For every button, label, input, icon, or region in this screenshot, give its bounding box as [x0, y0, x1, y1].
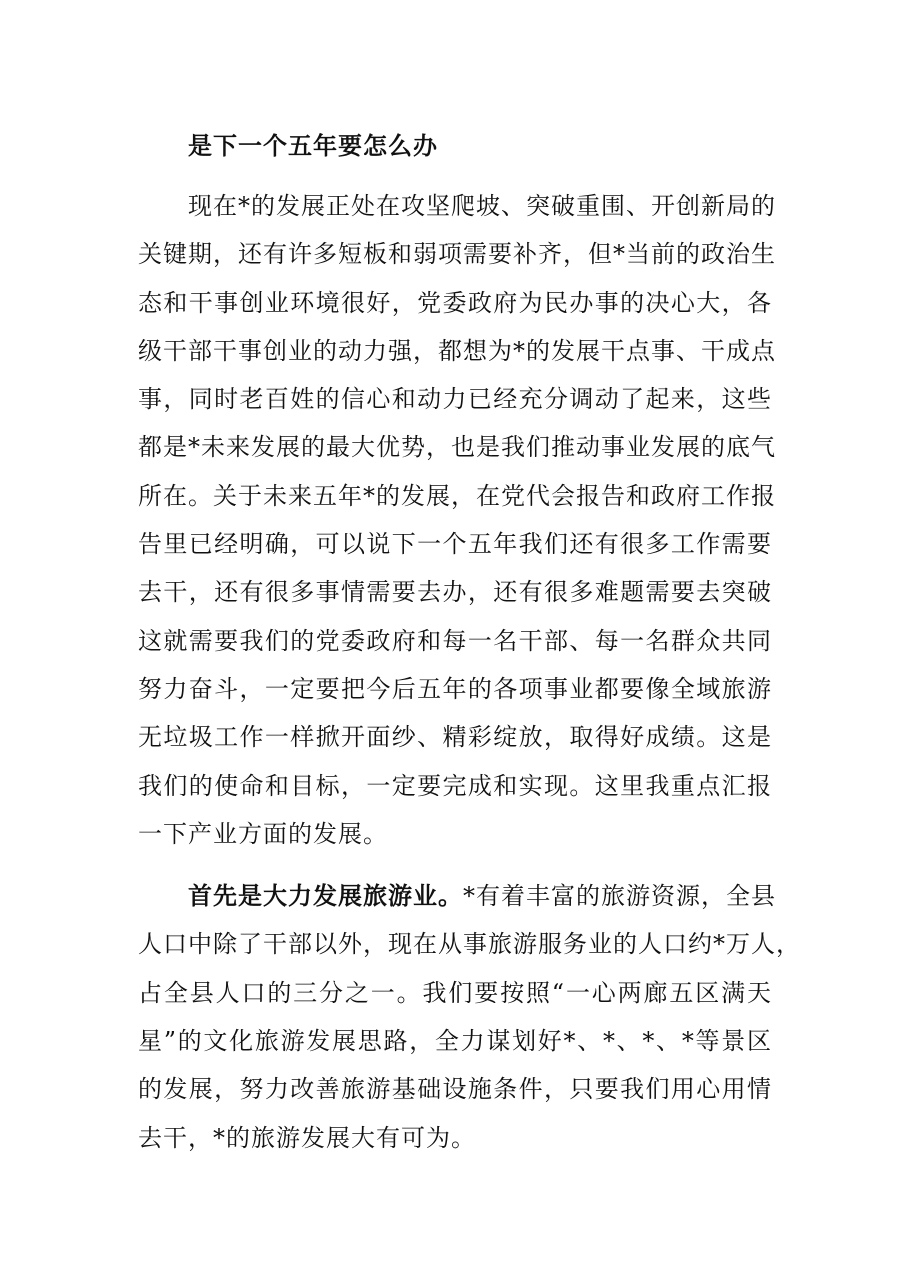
paragraph-line: 关键期，还有许多短板和弱项需要补齐，但*当前的政治生 — [138, 240, 776, 269]
paragraph-lead-text: 首先是大力发展旅游业。 — [188, 881, 463, 911]
paragraph-line: 星”的文化旅游发展思路，全力谋划好*、*、*、*等景区 — [138, 1027, 772, 1056]
paragraph-line: 努力奋斗，一定要把今后五年的各项事业都要像全域旅游 — [138, 674, 772, 703]
paragraph-line: 告里已经明确，可以说下一个五年我们还有很多工作需要 — [138, 530, 772, 559]
paragraph-line: 事，同时老百姓的信心和动力已经充分调动了起来，这些 — [138, 385, 772, 414]
paragraph-line: 级干部干事创业的动力强，都想为*的发展干点事、干成点 — [138, 336, 776, 365]
paragraph-line: 现在*的发展正处在攻坚爬坡、突破重围、开创新局的 — [188, 192, 776, 220]
paragraph-line-first — [138, 872, 776, 920]
paragraph-line: 去干，还有很多事情需要去办，还有很多难题需要去突破 — [138, 578, 772, 607]
paragraph-line: 都是*未来发展的最大优势，也是我们推动事业发展的底气 — [138, 433, 776, 462]
paragraph-line: 这就需要我们的党委政府和每一名干部、每一名群众共同 — [138, 626, 772, 655]
paragraph-line: 我们的使命和目标，一定要完成和实现。这里我重点汇报 — [138, 771, 772, 800]
paragraph-line: 一下产业方面的发展。 — [138, 819, 388, 848]
paragraph-line: 的发展，努力改善旅游基础设施条件，只要我们用心用情 — [138, 1075, 772, 1104]
paragraph-line: 占全县人口的三分之一。我们要按照“一心两廊五区满天 — [138, 978, 772, 1007]
paragraph-line: 人口中除了干部以外，现在从事旅游服务业的人口约*万人， — [138, 930, 801, 959]
paragraph-line: 无垃圾工作一样掀开面纱、精彩绽放，取得好成绩。这是 — [138, 723, 772, 752]
paragraph-first-line-rest: *有着丰富的旅游资源，全县 — [463, 882, 776, 911]
document-body — [138, 126, 801, 1162]
paragraph-tourism — [138, 872, 801, 1162]
paragraph-line: 所在。关于未来五年*的发展，在党代会报告和政府工作报 — [138, 481, 776, 510]
paragraph-line: 去干，*的旅游发展大有可为。 — [138, 1123, 476, 1152]
paragraph-line: 态和干事创业环境很好，党委政府为民办事的决心大，各 — [138, 288, 772, 317]
paragraph-development-outlook — [138, 182, 778, 858]
section-heading: 是下一个五年要怎么办 — [188, 131, 438, 160]
